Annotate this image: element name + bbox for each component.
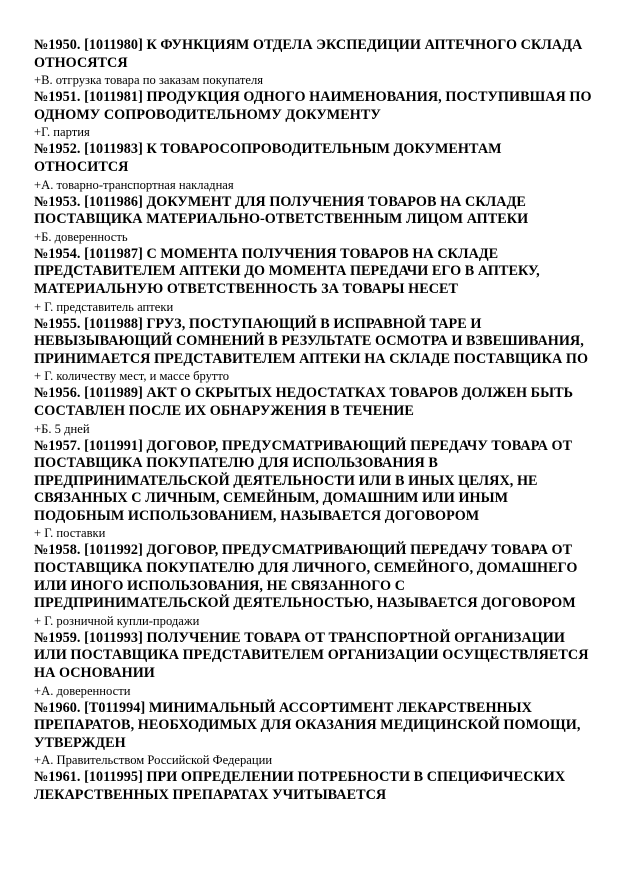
- answer-text: +А. товарно-транспортная накладная: [34, 177, 234, 192]
- question-text: №1950. [1011980] К ФУНКЦИЯМ ОТДЕЛА ЭКСПЕДИЦИИ АПТЕЧНОГО СКЛАДА ОТНОСЯТСЯ: [34, 37, 583, 71]
- question-text: №1960. [Т011994] МИНИМАЛЬНЫЙ АССОРТИМЕНТ ЛЕКАРСТВЕННЫХ ПРЕПАРАТОВ, НЕОБХОДИМЫХ ДЛЯ ОКАЗАНИЯ МЕДИЦИНСКОЙ ПОМОЩИ, УТВЕРЖДЕН: [34, 699, 581, 751]
- answer-text: +Г. партия: [34, 125, 90, 140]
- answer-text: + Г. розничной купли-продажи: [34, 613, 200, 628]
- question-text: №1956. [1011989] АКТ О СКРЫТЫХ НЕДОСТАТКАХ ТОВАРОВ ДОЛЖЕН БЫТЬ СОСТАВЛЕН ПОСЛЕ ИХ ОБНАРУЖЕНИЯ В ТЕЧЕНИЕ: [34, 385, 574, 419]
- answer-text: +А. Правительством Российской Федерации: [34, 753, 273, 768]
- answer-text: +Б. 5 дней: [34, 421, 90, 436]
- answer-text: +А. доверенности: [34, 683, 131, 698]
- question-text: №1961. [1011995] ПРИ ОПРЕДЕЛЕНИИ ПОТРЕБНОСТИ В СПЕЦИФИЧЕСКИХ ЛЕКАРСТВЕННЫХ ПРЕПАРАТАХ УЧИТЫВАЕТСЯ: [34, 769, 566, 803]
- question-text: №1959. [1011993] ПОЛУЧЕНИЕ ТОВАРА ОТ ТРАНСПОРТНОЙ ОРГАНИЗАЦИИ ИЛИ ПОСТАВЩИКА ПРЕДСТАВИТЕЛЕМ ОРГАНИЗАЦИИ ОСУЩЕСТВЛЯЕТСЯ НА ОСНОВАНИИ: [34, 629, 589, 682]
- question-text: №1952. [1011983] К ТОВАРОСОПРОВОДИТЕЛЬНЫМ ДОКУМЕНТАМ ОТНОСИТСЯ: [34, 141, 502, 175]
- question-text: №1957. [1011991] ДОГОВОР, ПРЕДУСМАТРИВАЮЩИЙ ПЕРЕДАЧУ ТОВАРА ОТ ПОСТАВЩИКА ПОКУПАТЕЛЮ ДЛЯ ИСПОЛЬЗОВАНИЯ В ПРЕДПРИНИМАТЕЛЬСКОЙ ДЕЯТЕЛЬНОСТИ ИЛИ В ИНЫХ ЦЕЛЯХ, НЕ СВЯЗАННЫХ С ЛИЧНЫМ, СЕМЕЙНЫМ, ДОМАШНИМ ИЛИ ИНЫМ ПОДОБНЫМ ИСПОЛЬЗОВАНИЕМ, НАЗЫВАЕТСЯ ДОГОВОРОМ: [34, 437, 573, 524]
- answer-text: +В. отгрузка товара по заказам покупателя: [34, 73, 264, 88]
- question-text: №1951. [1011981] ПРОДУКЦИЯ ОДНОГО НАИМЕНОВАНИЯ, ПОСТУПИВШАЯ ПО ОДНОМУ СОПРОВОДИТЕЛЬНОМУ ДОКУМЕНТУ: [34, 89, 592, 123]
- document-page: [34, 37, 594, 805]
- question-text: №1954. [1011987] С МОМЕНТА ПОЛУЧЕНИЯ ТОВАРОВ НА СКЛАДЕ ПРЕДСТАВИТЕЛЕМ АПТЕКИ ДО МОМЕНТА ПЕРЕДАЧИ ЕГО В АПТЕКУ, МАТЕРИАЛЬНУЮ ОТВЕТСТВЕННОСТЬ ЗА ТОВАРЫ НЕСЕТ: [34, 245, 540, 297]
- answer-text: + Г. количеству мест, и массе брутто: [34, 369, 230, 384]
- answer-text: + Г. поставки: [34, 526, 106, 541]
- question-text: №1958. [1011992] ДОГОВОР, ПРЕДУСМАТРИВАЮЩИЙ ПЕРЕДАЧУ ТОВАРА ОТ ПОСТАВЩИКА ПОКУПАТЕЛЮ ДЛЯ ЛИЧНОГО, СЕМЕЙНОГО, ДОМАШНЕГО ИЛИ ИНОГО ИСПОЛЬЗОВАНИЯ, НЕ СВЯЗАННОГО С ПРЕДПРИНИМАТЕЛЬСКОЙ ДЕЯТЕЛЬНОСТЬЮ, НАЗЫВАЕТСЯ ДОГОВОРОМ: [34, 542, 578, 612]
- question-text: №1953. [1011986] ДОКУМЕНТ ДЛЯ ПОЛУЧЕНИЯ ТОВАРОВ НА СКЛАДЕ ПОСТАВЩИКА МАТЕРИАЛЬНО-ОТВЕТСТВЕННЫМ ЛИЦОМ АПТЕКИ: [34, 193, 529, 228]
- answer-text: +Б. доверенность: [34, 229, 128, 244]
- question-text: №1955. [1011988] ГРУЗ, ПОСТУПАЮЩИЙ В ИСПРАВНОЙ ТАРЕ И НЕВЫЗЫВАЮЩИЙ СОМНЕНИЙ В РЕЗУЛЬТАТЕ ОСМОТРА И ВЗВЕШИВАНИЯ, ПРИНИМАЕТСЯ ПРЕДСТАВИТЕЛЕМ АПТЕКИ НА СКЛАДЕ ПОСТАВЩИКА ПО: [34, 315, 589, 367]
- answer-text: + Г. представитель аптеки: [34, 299, 174, 314]
